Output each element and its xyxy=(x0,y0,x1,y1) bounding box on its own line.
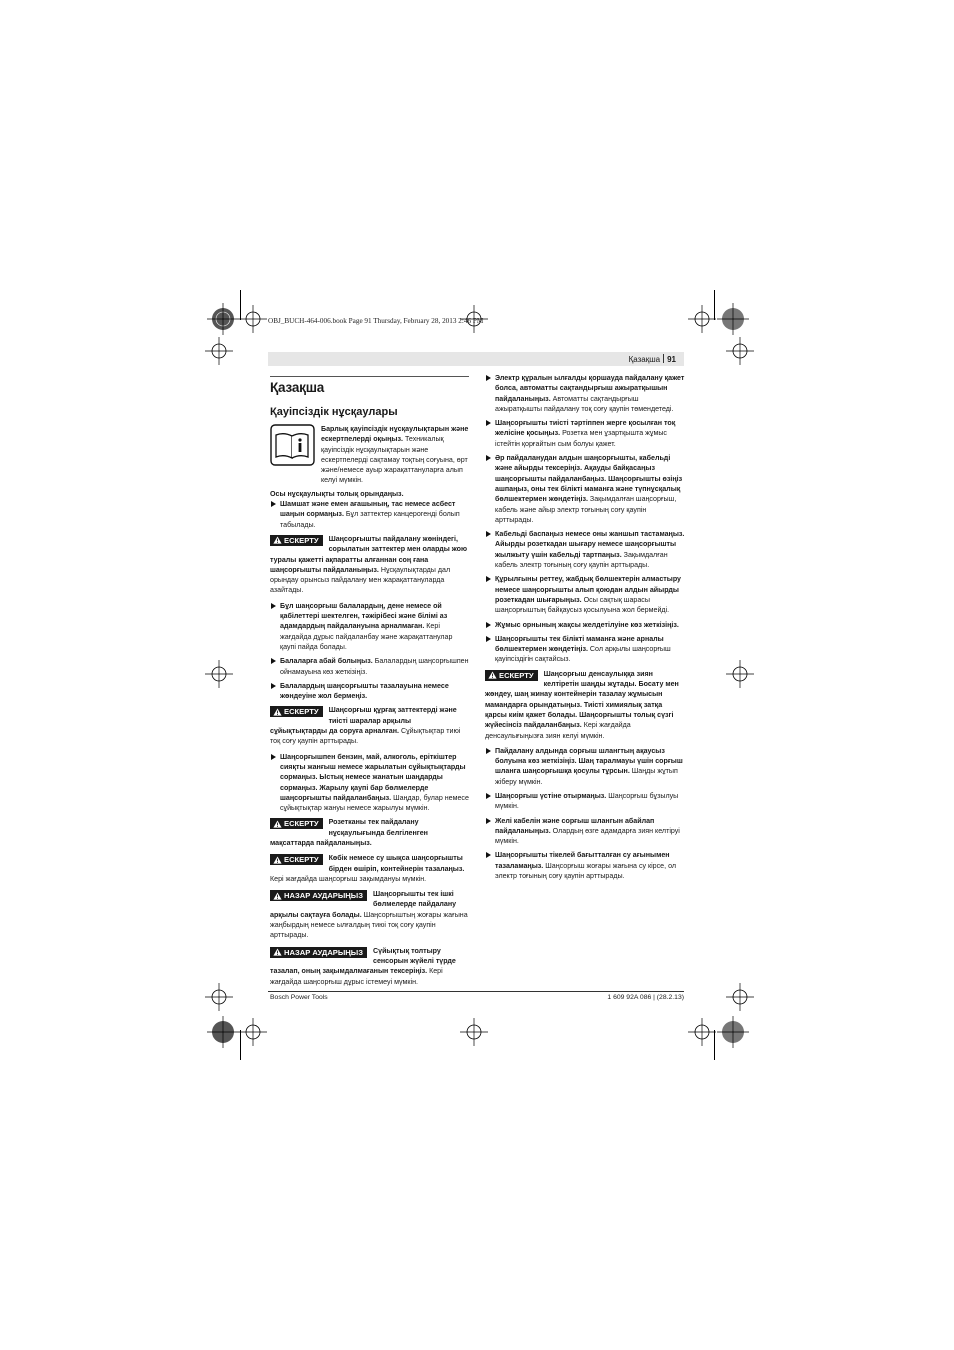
registration-mark-icon xyxy=(726,660,754,688)
warning-badge: ЕСКЕРТУ xyxy=(270,535,323,546)
registration-mark-icon xyxy=(205,983,233,1011)
registration-mark-icon xyxy=(460,1018,488,1046)
list-item: Кабельді баспаңыз немесе оны жаншып тастамаңыз. Айырды розеткадан шығару немесе шаңсорғышты жылжыту үшін кабельді тартпаңыз. Зақымдалған кабель электр тоғының соғу қаупін арттырады. xyxy=(485,529,685,570)
caution-block: НАЗАР АУДАРЫҢЫЗ Сүйықтық толтыру сенсорын жүйелі түрде тазалап, оның зақымдалмағанын тексеріңіз. Кері жағдайда шаңсорғыш дұрыс істемеуі мүмкін. xyxy=(270,946,456,986)
warning-block: ЕСКЕРТУ Шаңсорғышты пайдалану жөніндегі, сорылатын заттектер мен оларды жою туралы қажетті ақпаратты алғаннан соң ғана шаңсорғышты пайдаланыңыз. Нұсқаулықтарды дал орындау орынсыз пайдалану мен жарақаттануларда азайтады. xyxy=(270,534,468,595)
bullet-icon xyxy=(486,748,491,754)
title-rule xyxy=(270,376,469,377)
list-item: Шаңсорғышты тиісті тәртіппен жерге қосылған тоқ желісіне қосыңыз. Розетка мен ұзартқышта жұмыс істейтін қорғайтын сым болуы қажет. xyxy=(485,418,685,449)
bullet-icon xyxy=(486,375,491,381)
warning-triangle-icon xyxy=(273,536,282,544)
bullet-icon xyxy=(486,793,491,799)
bullet-icon xyxy=(271,658,276,664)
list-item: Балалардың шаңсорғышты тазалауына немесе жөндеуіне жол бермеңіз. xyxy=(270,681,469,702)
registration-mark-icon xyxy=(726,337,754,365)
registration-mark-icon xyxy=(726,983,754,1011)
list-item: Шаңсорғышпен бензин, май, алкоголь, еріткіштер сияқты жанғыш немесе жарылатын сұйықтықтарды сормаңыз. Ыстық немесе жанатын шаңдарды сормаңыз. Жарылу қаупі бар бөлмелерде шаңсорғышты пайдаланбаңыз. Шаңдар, булар немесе сұйықтықтар жануы немесе жарылуы мүмкін. xyxy=(270,752,469,814)
list-item: Құрылғыны реттеу, жабдық бөлшектерін алмастыру немесе шаңсорғышты алып қоюдан алдын айырды розеткадан шығарыңыз. Осы сақтық шарасы шаңсорғыштың байқаусыз қосылуына жол бермейді. xyxy=(485,574,685,615)
bullet-icon xyxy=(486,818,491,824)
bullet-icon xyxy=(486,455,491,461)
warning-block: ЕСКЕРТУ Шаңсорғыш денсаулыққа зиян келтіретін шаңды жұтады. Босату мен жөндеу, шаң жинау контейнерін тазалау жұмысын мамандарға орындатыңыз. Тиісті химиялық затқа қарсы киім қажет болады. Шаңсорғышты толық сүзгі жүйесінсіз пайдаланбаңыз. Кері жағдайда денсаулығыңызға зиян келуі мүмкін. xyxy=(485,669,679,740)
warning-block: ЕСКЕРТУ Шаңсорғыш құрғақ заттектерді және тиісті шаралар арқылы сұйықтықтарды да соруға арналған. Сұйықтықтар тиюі тоқ соғу қаупін арттырады. xyxy=(270,706,461,746)
list-item: Шаңсорғыш үстіне отырмаңыз. Шаңсорғыш бұзылуы мүмкін. xyxy=(485,791,685,812)
warning-triangle-icon xyxy=(273,708,282,716)
list-item: Шаңсорғышты тек білікті маманға және арналы бөлшектермен жөндетіңіз. Сол арқылы шаңсорғыш қауіпсіздігін сақтайсыз. xyxy=(485,634,685,665)
read-manual-note xyxy=(270,424,469,486)
list-item: Әр пайдаланудан алдын шаңсорғышты, кабельді және айырды тексеріңіз. Ақауды байқасаңыз шаңсорғышты пайдаланбаңыз. Шаңсорғышты өзіңіз ашпаңыз, оны тек білікті маманға және түпнұсқалық бөлшектермен жөндетіңіз. Зақымдалған шаңсорғыш, кабель және айыр электр тоғының соғу қаупін арттырады. xyxy=(485,453,685,525)
bullet-icon xyxy=(486,576,491,582)
warning-triangle-icon xyxy=(273,948,282,956)
list-item: Пайдалану алдында сорғыш шлангтың ақаусыз болуына көз жеткізіңіз. Шаң таралмауы үшін сорғыш шланга шаңсорғышқа қосулы тұрсын. Шаңды жұтып жіберу мүмкін. xyxy=(485,746,685,787)
footer-doc-number: 1 609 92A 086 | (28.2.13) xyxy=(607,994,684,1001)
footer-rule xyxy=(268,991,684,992)
registration-mark-icon xyxy=(207,303,239,335)
bullet-icon xyxy=(486,622,491,628)
file-info: OBJ_BUCH-464-006.book Page 91 Thursday, February 28, 2013 2:46 PM xyxy=(268,317,484,325)
registration-mark-icon xyxy=(239,305,267,333)
right-column xyxy=(485,373,685,885)
warning-block: ЕСКЕРТУ Розетканы тек пайдалану нұсқаулығында белгіленген мақсаттарда пайдаланыңыз. xyxy=(270,818,428,847)
running-header xyxy=(268,352,684,366)
registration-mark-icon xyxy=(207,1016,239,1048)
crop-line xyxy=(240,290,241,320)
registration-mark-icon xyxy=(688,305,716,333)
bullet-icon xyxy=(486,420,491,426)
page-title: Қазақша xyxy=(270,380,325,395)
header-section: Қазақша xyxy=(628,355,661,364)
bullet-icon xyxy=(486,531,491,537)
left-column xyxy=(270,376,469,992)
list-item: Желі кабелін және сорғыш шлангын абайлап пайдаланыңыз. Олардың өзге адамдарға зиян келтіруі мүмкін. xyxy=(485,816,685,847)
list-item: Жұмыс орнының жақсы желдетілуіне көз жеткізіңіз. xyxy=(485,620,685,630)
warning-badge: ЕСКЕРТУ xyxy=(270,818,323,829)
bullet-icon xyxy=(486,636,491,642)
list-item: Электр құралын ылғалды қоршауда пайдалану қажет болса, автоматты сақтандырғыш ажыратқышын пайдаланыңыз. Автоматты сақтандырғыш ажыратқышты пайдалану тоқ соғу қаупін төмендетеді. xyxy=(485,373,685,414)
caution-badge: НАЗАР АУДАРЫҢЫЗ xyxy=(270,947,367,958)
warning-badge: ЕСКЕРТУ xyxy=(485,670,538,681)
crop-line xyxy=(240,1030,241,1060)
registration-mark-icon xyxy=(717,303,749,335)
bullet-icon xyxy=(486,852,491,858)
list-item: Бұл шаңсорғыш балалардың, дене немесе ой қабілеттері шектелген, тәжірібесі және білімі аз адамдардың пайдалануына арналмаған. Кері жағдайда дұрыс пайдаланбау және жарақаттанулар қаупі пайда болады. xyxy=(270,601,469,652)
bullet-icon xyxy=(271,603,276,609)
warning-triangle-icon xyxy=(273,856,282,864)
bullet-icon xyxy=(271,754,276,760)
bullet-icon xyxy=(271,501,276,507)
registration-mark-icon xyxy=(688,1018,716,1046)
registration-mark-icon xyxy=(239,1018,267,1046)
list-item: Шамшат және емен ағашының, тас немесе асбест шаңын сормаңыз. Бұл заттектер канцерогенді болып табылады. xyxy=(270,499,469,530)
keep-instructions: Осы нұсқаулықты толық орындаңыз. xyxy=(270,489,404,498)
warning-triangle-icon xyxy=(488,671,497,679)
bullet-icon xyxy=(271,683,276,689)
caution-badge: НАЗАР АУДАРЫҢЫЗ xyxy=(270,890,367,901)
warning-badge: ЕСКЕРТУ xyxy=(270,706,323,717)
intro-bold: Барлық қауіпсіздік нұсқаулықтарын және ескертпелерді оқыңыз. xyxy=(321,425,469,444)
list-item: Балаларға абай болыңыз. Балалардың шаңсорғышпен ойнамауына көз жеткізіңіз. xyxy=(270,656,469,677)
page-number: 91 xyxy=(667,355,676,364)
caution-block: НАЗАР АУДАРЫҢЫЗ Шаңсорғышты тек ішкі бөлмелерде пайдалану арқылы сақтауға болады. Шаңсорғыштың жоғары жағына жаңбырдың немесе ылғалдың тиюі тоқ соғу қаупін арттырады. xyxy=(270,890,468,940)
registration-mark-icon xyxy=(205,337,233,365)
crop-line xyxy=(714,290,715,320)
intro-text: Техникалық қауіпсіздік нұсқаулықтарын және ескертпелерді сақтамау тоқтың соғуына, өрт және/немесе ауыр жарақаттануларға алып келуі мүмкін. xyxy=(321,435,468,485)
crop-line xyxy=(714,1030,715,1060)
footer-brand: Bosch Power Tools xyxy=(270,994,328,1001)
warning-triangle-icon xyxy=(273,820,282,828)
registration-mark-icon xyxy=(205,660,233,688)
warning-block: ЕСКЕРТУ Көбік немесе су шықса шаңсорғышты бірден өшіріп, контейнерін тазалаңыз. Кері жағдайда шаңсорғыш зақымдануы мүмкін. xyxy=(270,854,465,883)
section-title: Қауіпсіздік нұсқаулары xyxy=(270,406,398,418)
read-manual-icon xyxy=(270,424,315,466)
list-item: Шаңсорғышты тікелей бағытталған су ағынымен тазаламаңыз. Шаңсорғыш жоғары жағына су кірсе, ол электр тоғының соғу қаупін арттырады. xyxy=(485,850,685,881)
warning-triangle-icon xyxy=(273,892,282,900)
registration-mark-icon xyxy=(717,1016,749,1048)
warning-badge: ЕСКЕРТУ xyxy=(270,854,323,865)
